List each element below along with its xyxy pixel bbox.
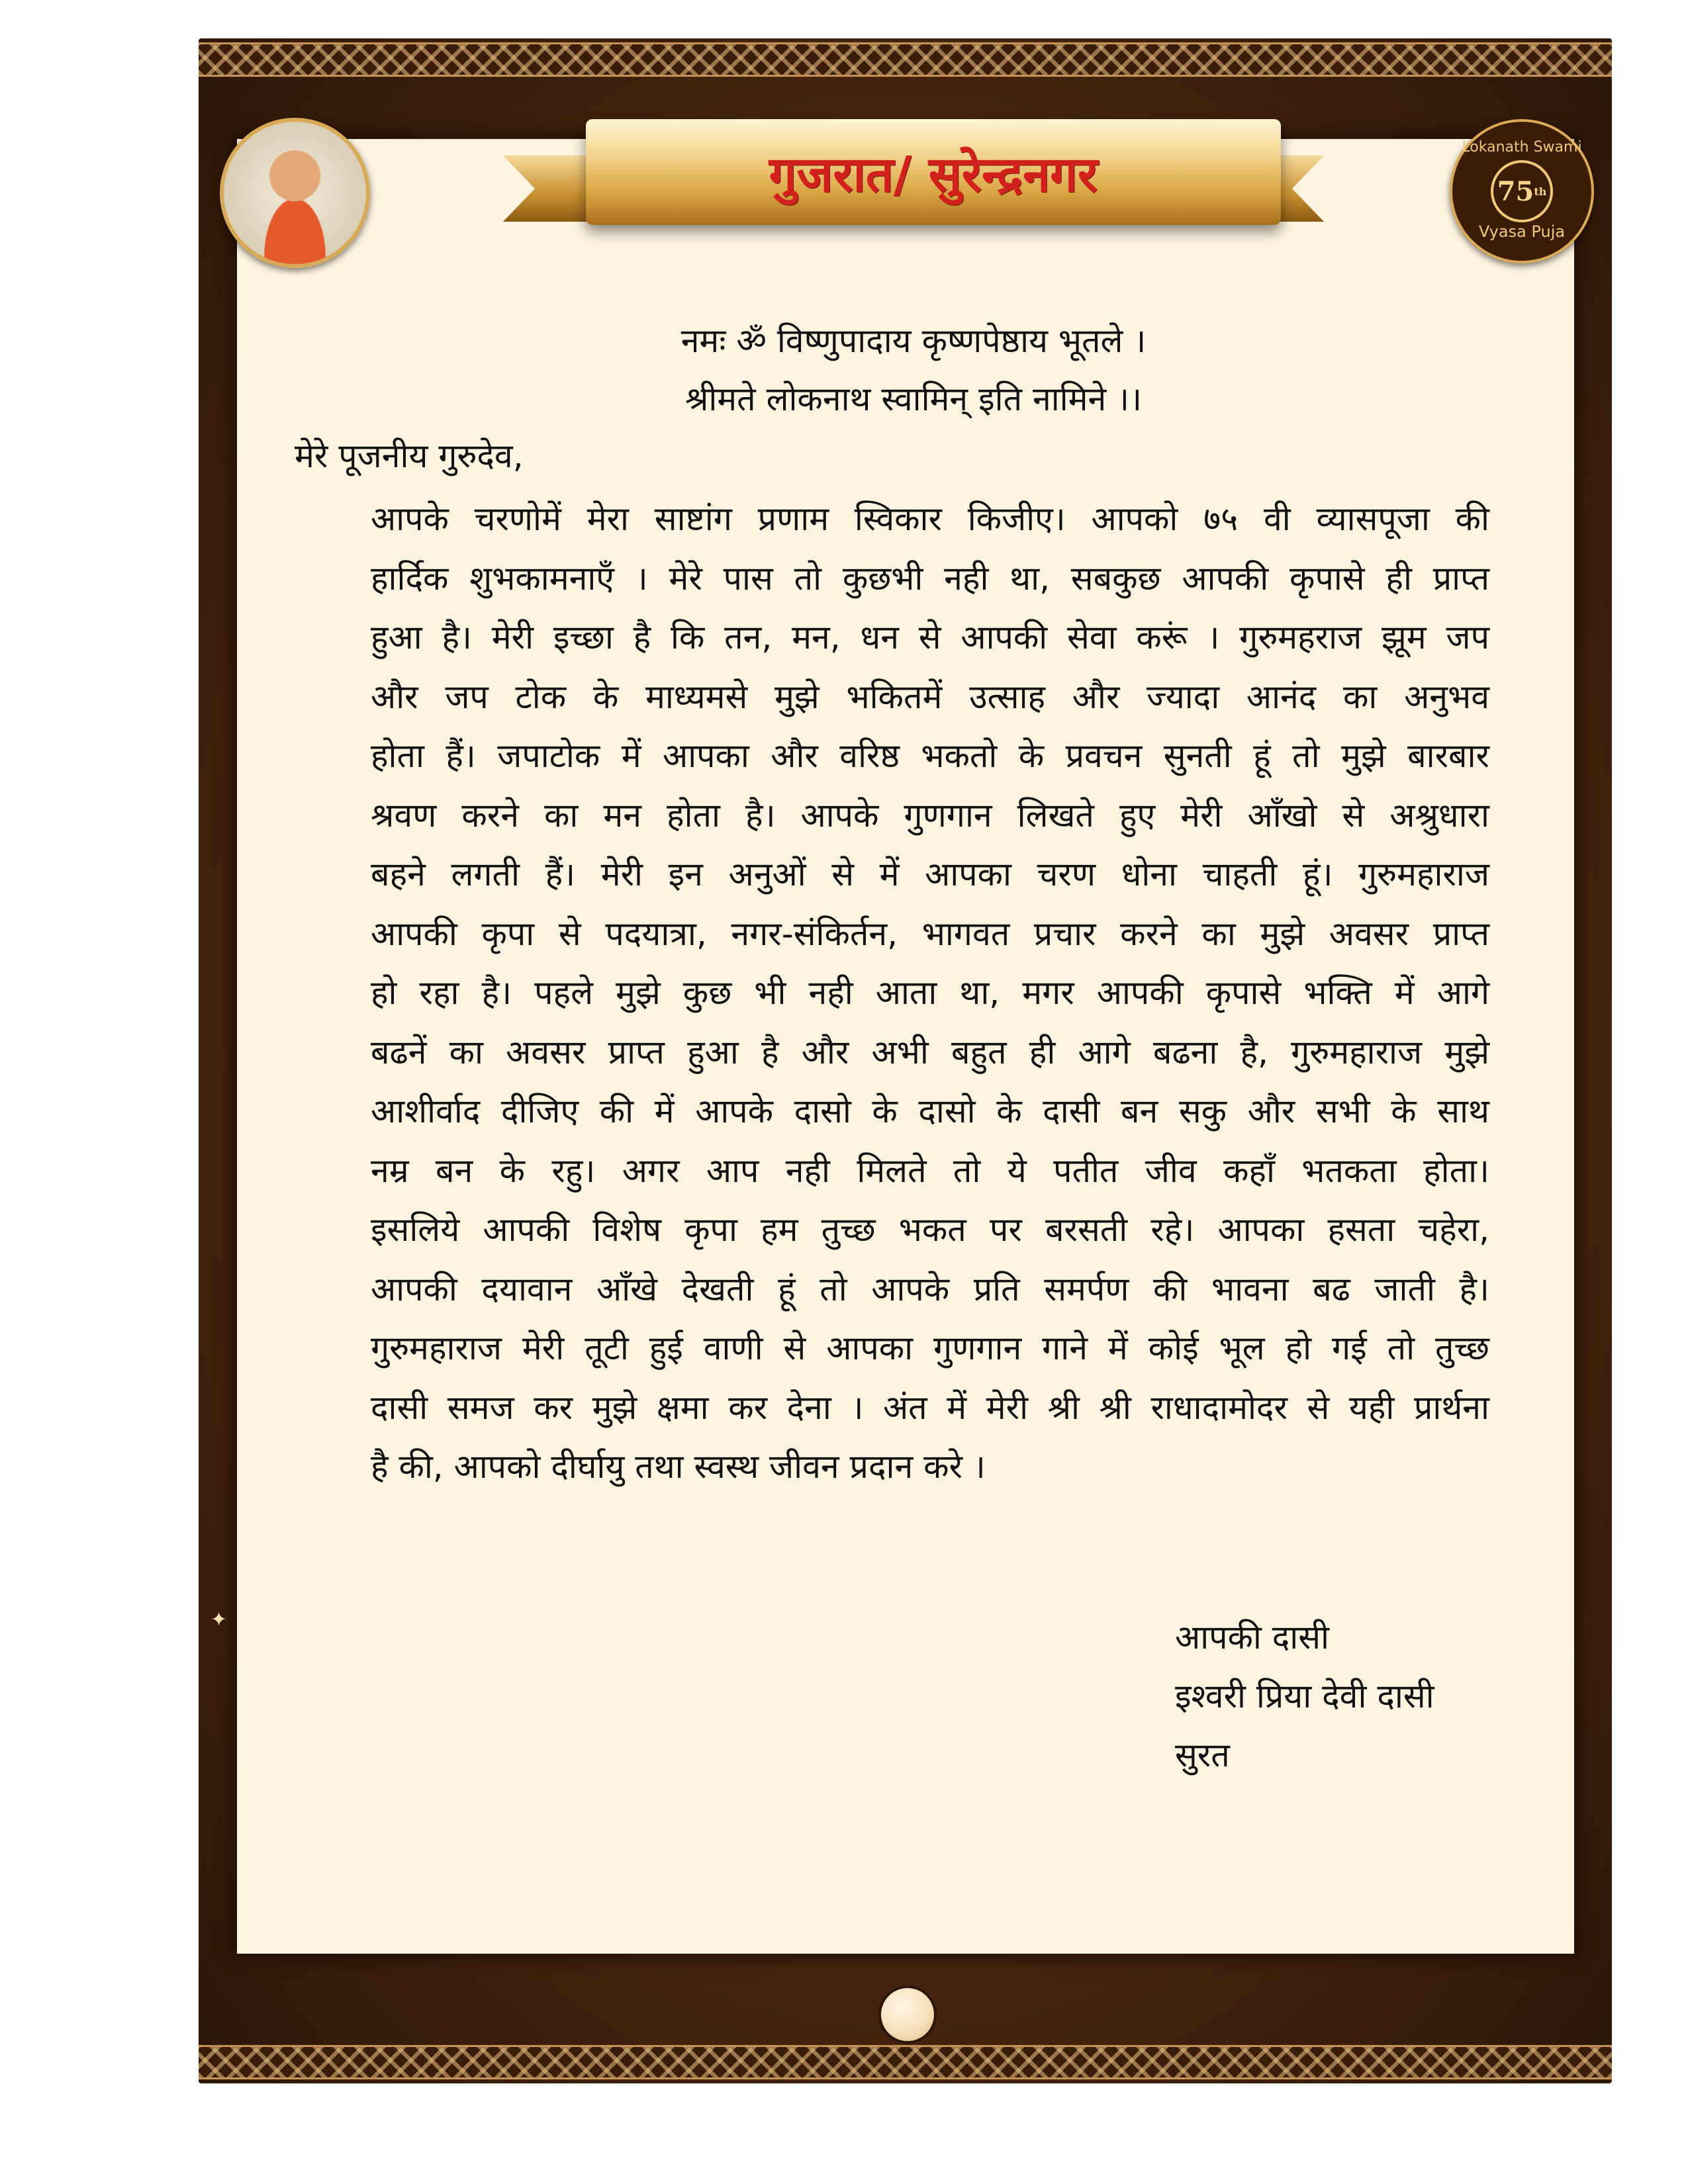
- signature-place: सुरत: [1175, 1736, 1230, 1774]
- mantra-line: नमः ॐ विष्णुपादाय कृष्णपेष्ठाय भूतले ।: [680, 322, 1147, 360]
- guru-portrait-avatar: [220, 118, 370, 268]
- letter-line: हुआ है। मेरी इच्छा है कि तन, मन, धन से आपकी सेवा करूं । गुरुमहराज झूम जप: [371, 618, 1489, 657]
- letter-line: होता हैं। जपाटोक में आपका और वरिष्ठ भकतो के प्रवचन सुनती हूं तो मुझे बारबार: [371, 737, 1489, 775]
- letter-line: आपकी दयावान आँखे देखती हूं तो आपके प्रति समर्पण की भावना बढ जाती है।: [371, 1269, 1489, 1308]
- letter-line: बढनें का अवसर प्राप्त हुआ है और अभी बहुत ही आगे बढना है, गुरुमहाराज मुझे: [371, 1032, 1489, 1071]
- salutation: मेरे पूजनीय गुरुदेव,: [295, 437, 524, 475]
- letter-line: इसलिये आपकी विशेष कृपा हम तुच्छ भकत पर बरसती रहे। आपका हसता चहेरा,: [371, 1210, 1489, 1249]
- seal-number: [1491, 160, 1553, 222]
- seal-top-text: Lokanath Swami: [1462, 139, 1582, 156]
- signature-line: आपकी दासी: [1175, 1618, 1329, 1657]
- letter-line: दासी समज कर मुझे क्षमा कर देना । अंत में मेरी श्री श्री राधादामोदर से यही प्रार्थना: [371, 1388, 1489, 1427]
- signature-name: इश्वरी प्रिया देवी दासी: [1175, 1677, 1434, 1715]
- top-border-trim: [199, 42, 1612, 77]
- letter-line: गुरुमहाराज मेरी तूटी हुई वाणी से आपका गुणगान गाने में कोई भूल हो गई तो तुच्छ: [371, 1329, 1489, 1367]
- letter-line: है की, आपको दीर्घायु तथा स्वस्थ जीवन प्रदान करे ।: [371, 1447, 986, 1486]
- signature-block: [1175, 1608, 1434, 1785]
- bottom-border-trim: [199, 2045, 1612, 2079]
- letter-line: बहने लगती हैं। मेरी इन अनुओं से में आपका चरण धोना चाहती हूं। गुरुमहाराज: [371, 855, 1489, 893]
- seal-number-suffix: th: [1534, 185, 1547, 198]
- sparkle-icon: ✦: [211, 1608, 228, 1631]
- letter-line: और जप टोक के माध्यमसे मुझे भकितमें उत्साह और ज्यादा आनंद का अनुभव: [371, 677, 1489, 716]
- letter-line: आपकी कृपा से पदयात्रा, नगर-संकिर्तन, भागवत प्रचार करने का मुझे अवसर प्राप्त: [371, 914, 1489, 953]
- letter-line: आपके चरणोमें मेरा साष्टांग प्रणाम स्विकार किजीए। आपको ७५ वी व्यासपूजा की: [371, 500, 1489, 538]
- scroll-knob-icon: [878, 1985, 937, 2044]
- seal-number-value: 75: [1497, 175, 1534, 207]
- letter-line: नम्र बन के रहु। अगर आप नही मिलते तो ये पतीत जीव कहाँ भतकता होता।: [371, 1151, 1489, 1190]
- letter-line: हार्दिक शुभकामनाएँ । मेरे पास तो कुछभी नही था, सबकुछ आपकी कृपासे ही प्राप्त: [371, 559, 1489, 598]
- letter-line: श्रवण करने का मन होता है। आपके गुणगान लिखते हुए मेरी आँखो से अश्रुधारा: [371, 796, 1489, 835]
- letter-line: हो रहा है। पहले मुझे कुछ भी नही आता था, मगर आपकी कृपासे भक्ति में आगे: [371, 974, 1489, 1012]
- seal-bottom-text: Vyasa Puja: [1478, 222, 1566, 241]
- vyasa-puja-75-seal: [1450, 119, 1594, 263]
- title-banner: [586, 119, 1281, 225]
- pranam-mantra: [384, 311, 1443, 428]
- page-title: गुजरात/ सुरेन्द्रनगर: [769, 146, 1098, 203]
- letter-body: [371, 490, 1489, 1497]
- letter-line: आशीर्वाद दीजिए की में आपके दासो के दासो के दासी बन सकु और सभी के साथ: [371, 1092, 1489, 1130]
- mantra-line: श्रीमते लोकनाथ स्वामिन् इति नामिने ।।: [684, 380, 1143, 418]
